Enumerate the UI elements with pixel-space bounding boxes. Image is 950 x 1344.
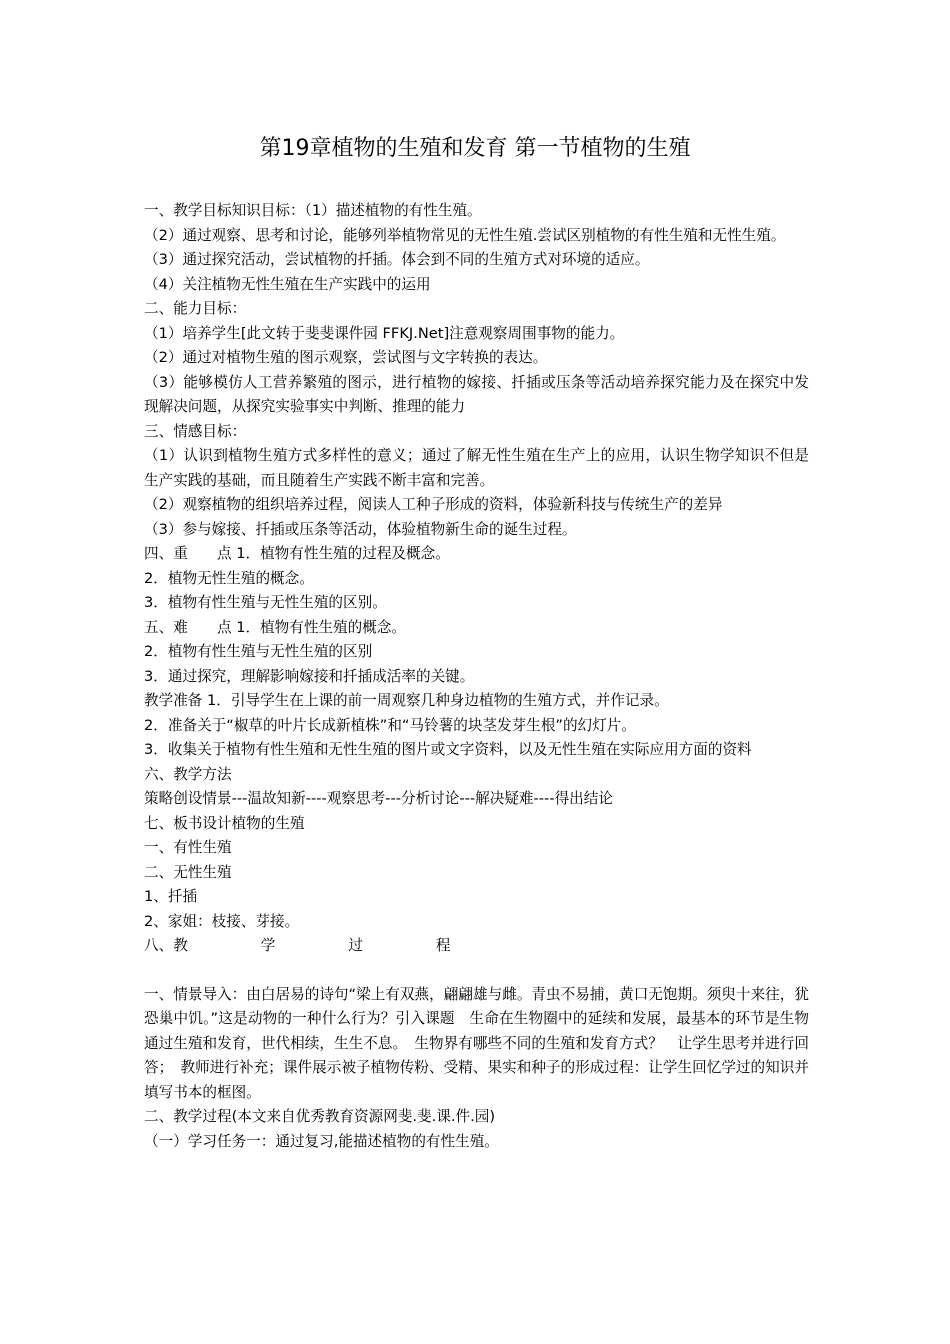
- paragraph: 2．植物无性生殖的概念。: [144, 569, 314, 587]
- paragraph: 二、教学过程(本文来自优秀教育资源网斐.斐.课.件.园): [144, 1108, 496, 1125]
- paragraph: 策略创设情景---温故知新----观察思考---分析讨论---解决疑难----得出结论: [144, 790, 613, 807]
- paragraph: 2、家姐：枝接、芽接。: [144, 912, 300, 930]
- document-title: 第19章植物的生殖和发育 第一节植物的生殖: [259, 136, 691, 161]
- paragraph: 教学准备 1．引导学生在上课的前一周观察几种身边植物的生殖方式，并作记录。: [144, 692, 669, 709]
- section-heading: 八、教 学 过 程: [144, 937, 451, 954]
- section-heading: 七、板书设计植物的生殖: [144, 814, 305, 832]
- paragraph: 一、情景导入：由白居易的诗句“梁上有双燕，翩翩雄与雌。青虫不易捕，黄口无饱期。须臾十来往，犹恐巢中饥。”这是动物的一种什么行为？引入课题 生命在生物圈中的延续和发展，最基本的环节是生物通过生殖和发育，世代相续，生生不息。 生物界有哪些不同的生殖和发育方式？ 让学生思考并进行回答； 教师进行补充；课件展示被子植物传粉、受精、果实和种子的形成过程：让学生回忆学过的知识并填写书本的框图。: [144, 985, 809, 1101]
- paragraph: （一）学习任务一：通过复习,能描述植物的有性生殖。: [144, 1132, 499, 1150]
- paragraph: （3）能够模仿人工营养繁殖的图示，进行植物的嫁接、扦插或压条等活动培养探究能力及在探究中发现解决问题，从探究实验事实中判断、推理的能力: [144, 373, 809, 415]
- paragraph: （2）通过观察、思考和讨论，能够列举植物常见的无性生殖.尝试区别植物的有性生殖和无性生殖。: [144, 226, 786, 244]
- document-body: [144, 199, 809, 1154]
- paragraph: （3）通过探究活动，尝试植物的扦插。体会到不同的生殖方式对环境的适应。: [144, 251, 650, 268]
- section-heading: 四、重 点 1．植物有性生殖的过程及概念。: [144, 545, 450, 562]
- paragraph: 2．植物有性生殖与无性生殖的区别: [144, 643, 373, 660]
- section-heading: 六、教学方法: [144, 765, 232, 783]
- paragraph: 一、有性生殖: [144, 839, 232, 856]
- paragraph: 3．通过探究，理解影响嫁接和扦插成活率的关键。: [144, 667, 475, 685]
- paragraph: 3．植物有性生殖与无性生殖的区别。: [144, 594, 387, 611]
- section-heading: 五、难 点 1．植物有性生殖的概念。: [144, 618, 407, 636]
- section-heading: 三、情感目标：: [144, 422, 247, 440]
- section-heading: 二、能力目标：: [144, 300, 247, 317]
- paragraph: （3）参与嫁接、扦插或压条等活动，体验植物新生命的诞生过程。: [144, 520, 577, 538]
- blank-line: [144, 959, 809, 983]
- paragraph: （2）通过对植物生殖的图示观察，尝试图与文字转换的表达。: [144, 349, 548, 366]
- paragraph: （1）培养学生[此文转于斐斐课件园 FFKJ.Net]注意观察周围事物的能力。: [144, 324, 625, 342]
- paragraph: （4）关注植物无性生殖在生产实践中的运用: [144, 275, 431, 293]
- paragraph: （2）观察植物的组织培养过程，阅读人工种子形成的资料，体验新科技与传统生产的差异: [144, 496, 723, 513]
- paragraph: 一、教学目标知识目标：（1）描述植物的有性生殖。: [144, 202, 482, 219]
- paragraph: 2．准备关于“椒草的叶片长成新植株”和“马铃薯的块茎发芽生根”的幻灯片。: [144, 716, 636, 734]
- paragraph: 二、无性生殖: [144, 863, 232, 881]
- paragraph: 1、扦插: [144, 888, 198, 905]
- paragraph: （1）认识到植物生殖方式多样性的意义；通过了解无性生殖在生产上的应用，认识生物学知识不但是生产实践的基础，而且随着生产实践不断丰富和完善。: [144, 447, 809, 489]
- paragraph: 3．收集关于植物有性生殖和无性生殖的图片或文字资料，以及无性生殖在实际应用方面的资料: [144, 741, 752, 758]
